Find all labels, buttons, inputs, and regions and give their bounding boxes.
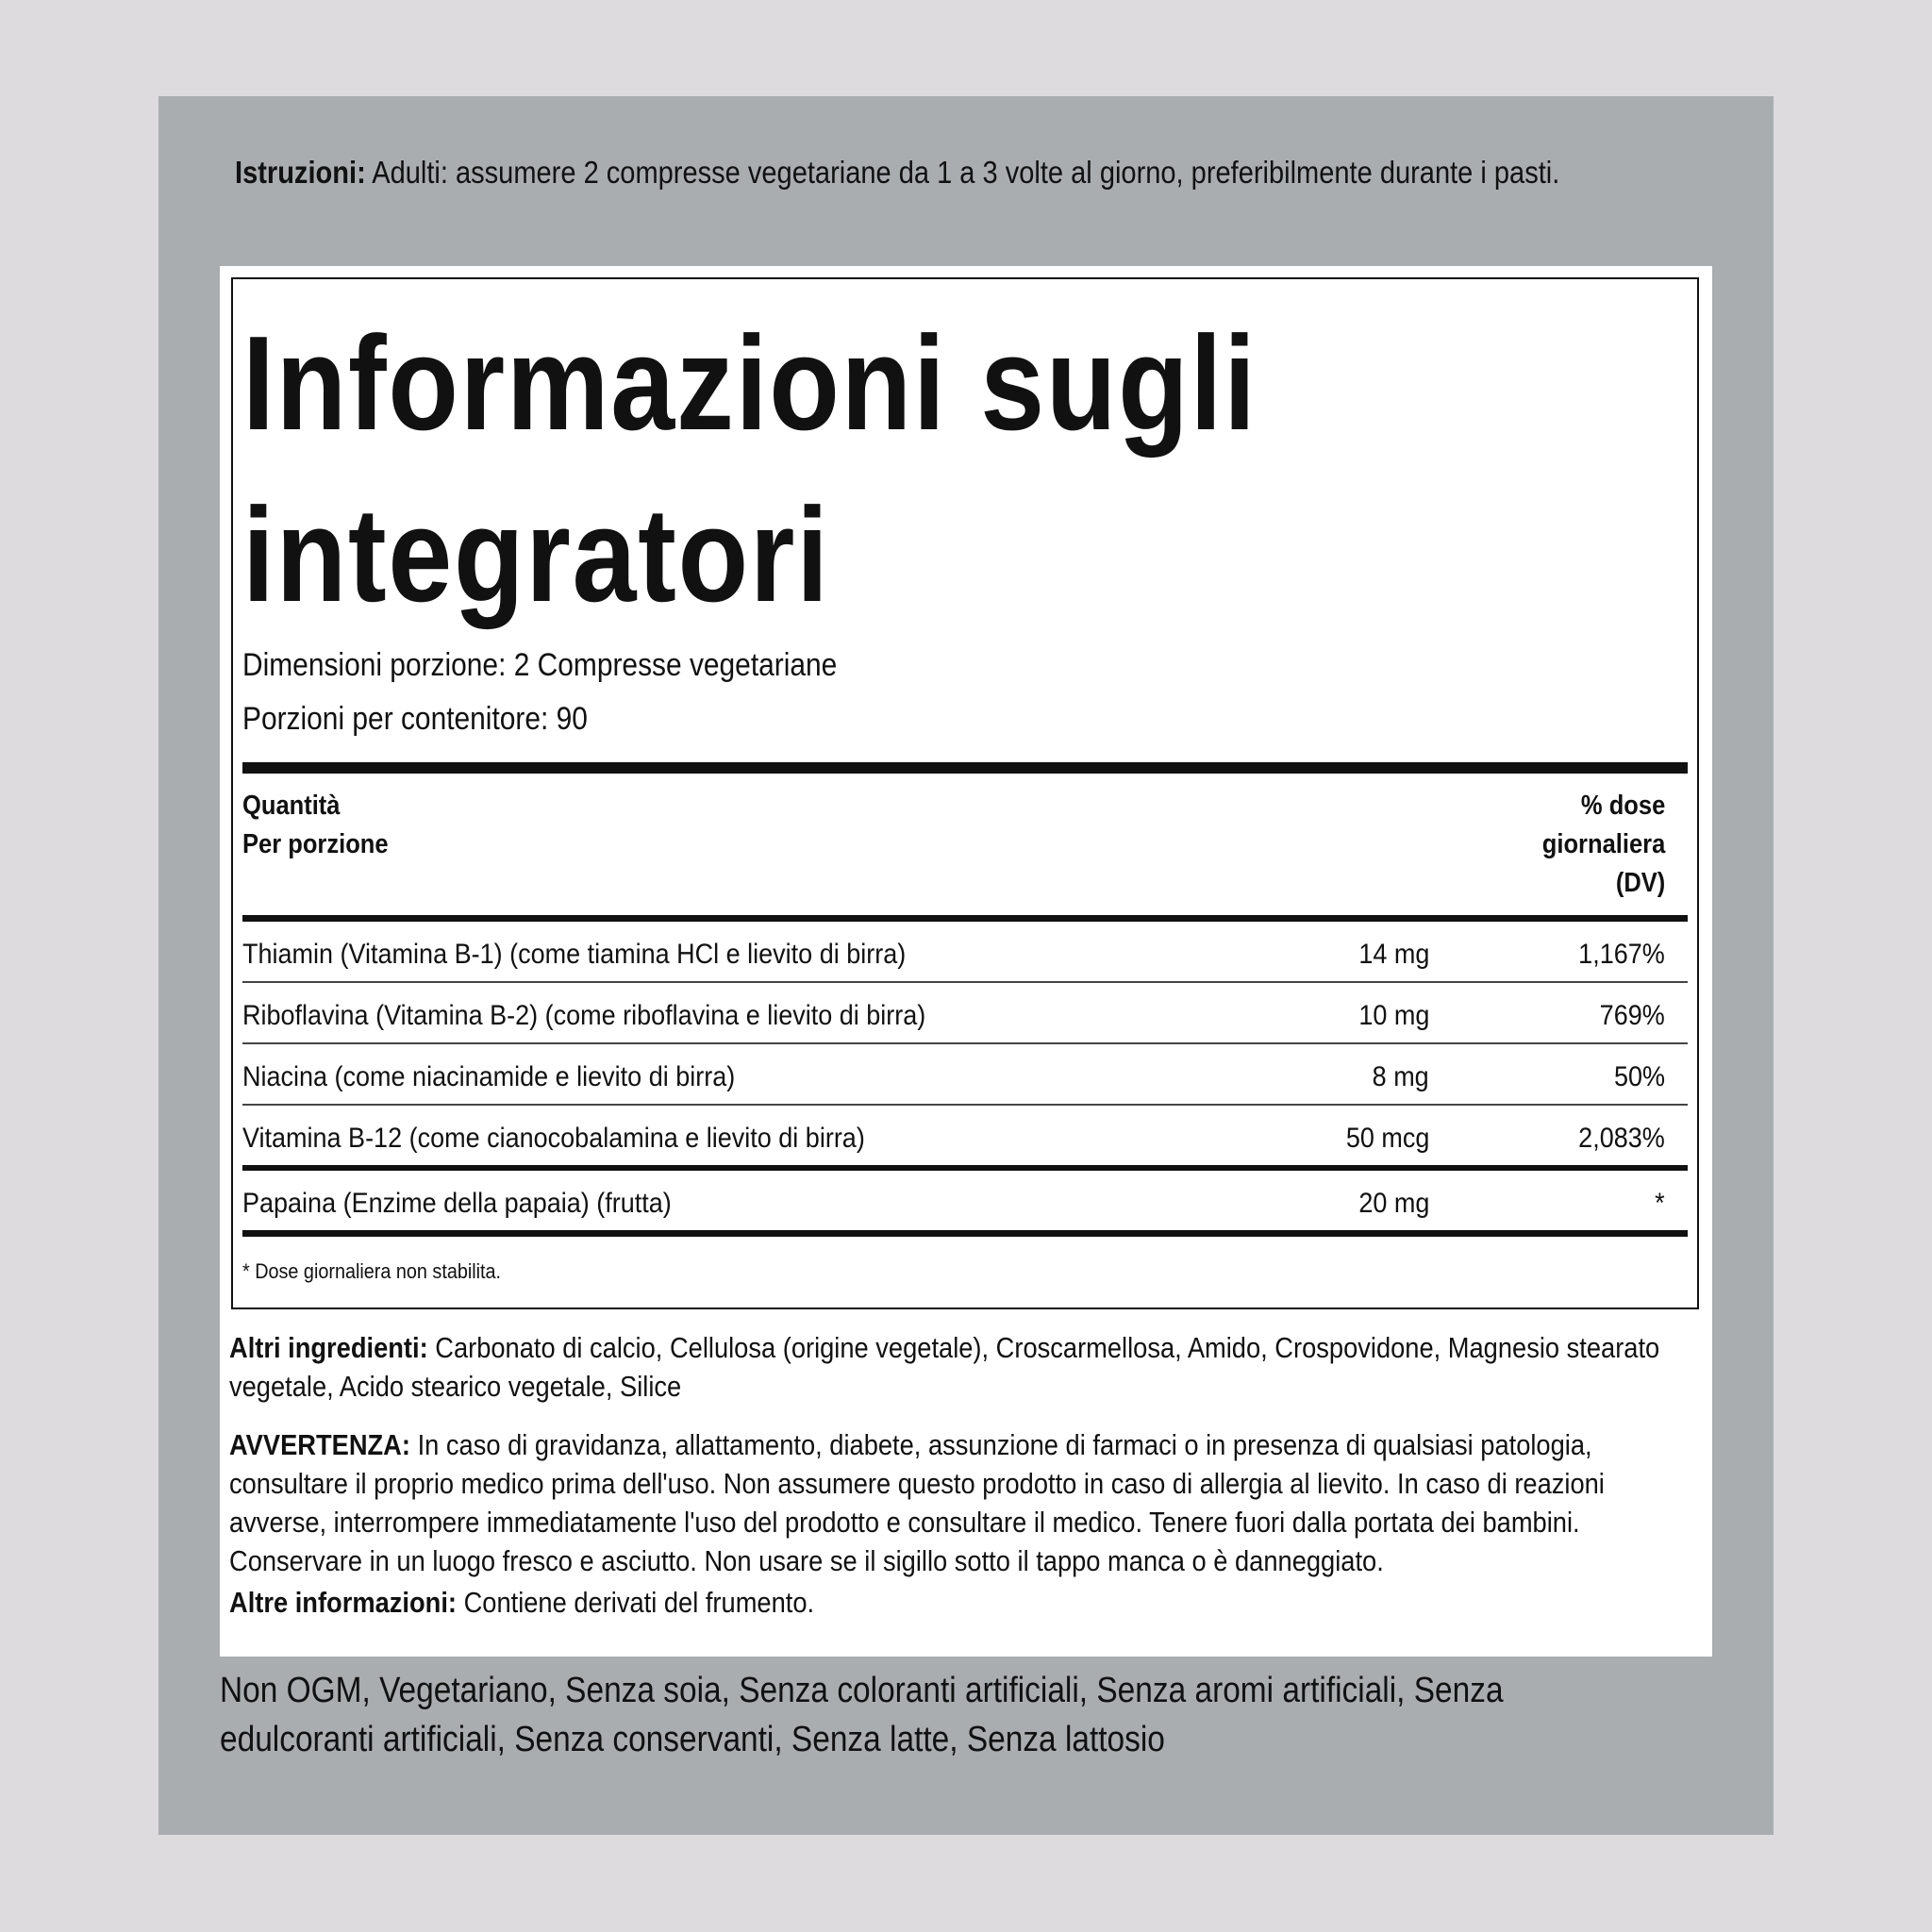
nutrient-amount: 10 mg (1357, 1000, 1429, 1031)
facts-title: Informazioni sugli integratori (242, 308, 1257, 630)
label-card (158, 96, 1774, 1835)
nutrient-name: Thiamin (Vitamina B-1) (come tiamina HCl e lievito di birra) (242, 939, 907, 970)
nutrient-name: Papaina (Enzime della papaia) (frutta) (242, 1188, 672, 1219)
serving-size: Dimensioni porzione: 2 Compresse vegetariane (242, 647, 838, 683)
warning (229, 1425, 1707, 1580)
nutrient-dv: * (1655, 1188, 1665, 1219)
directions-label: Istruzioni: (235, 155, 366, 190)
other-info-text: Contiene derivati del frumento. (463, 1586, 815, 1619)
row-divider (242, 981, 1688, 983)
warning-text: In caso di gravidanza, allattamento, diabete, assunzione di farmaci o in presenza di qualsiasi patologia, consultare il proprio medico prima dell'uso. Non assumere questo prodotto in caso di allergia al lievito. In caso di reazioni avverse, interrompere immediatamente l'uso del prodotto e consultare il medico. Tenere fuori dalla portata dei bambini. Conservare in un luogo fresco e asciutto. Non usare se il sigillo sotto il tappo manca o è danneggiato. (229, 1428, 1605, 1577)
nutrient-name: Vitamina B-12 (come cianocobalamina e lievito di birra) (242, 1123, 865, 1154)
row-divider (242, 1104, 1688, 1106)
servings-per-container: Porzioni per contenitore: 90 (242, 701, 588, 737)
thick-divider (242, 762, 1688, 774)
other-ingredients (229, 1328, 1707, 1406)
directions-text: Adulti: assumere 2 compresse vegetariane da 1 a 3 volte al giorno, preferibilmente durante i pasti. (372, 155, 1560, 190)
warning-label: AVVERTENZA: (229, 1428, 410, 1461)
nutrient-dv: 1,167% (1578, 939, 1665, 970)
other-ingredients-label: Altri ingredienti: (229, 1331, 428, 1364)
nutrient-dv: 50% (1613, 1061, 1665, 1092)
nutrient-amount: 8 mg (1372, 1061, 1429, 1092)
directions (235, 151, 1707, 194)
supplement-facts-box (231, 277, 1699, 1309)
nutrient-dv: 2,083% (1578, 1123, 1665, 1154)
other-ingredients-text: Carbonato di calcio, Cellulosa (origine vegetale), Croscarmellosa, Amido, Crospovidone, Magnesio stearato vegetale, Acido stearico vegetale, Silice (229, 1331, 1660, 1403)
row-divider (242, 1042, 1688, 1044)
bottom-divider (242, 1230, 1688, 1237)
nutrient-amount: 14 mg (1357, 939, 1429, 970)
amount-header: Quantità Per porzione (242, 791, 389, 859)
other-info-label: Altre informazioni: (229, 1586, 457, 1619)
header-divider (242, 915, 1688, 922)
nutrient-dv: 769% (1599, 1000, 1665, 1031)
product-claims: Non OGM, Vegetariano, Senza soia, Senza coloranti artificiali, Senza aromi artificiali, Senza edulcoranti artificiali, Senza conservanti, Senza latte, Senza lattosio (220, 1671, 1504, 1759)
dv-header: % dose giornaliera (DV) (1541, 791, 1665, 898)
nutrient-amount: 20 mg (1357, 1188, 1429, 1219)
section-divider (242, 1165, 1688, 1171)
nutrient-name: Niacina (come niacinamide e lievito di birra) (242, 1061, 736, 1092)
white-panel (220, 266, 1712, 1657)
other-info (229, 1583, 1707, 1622)
nutrient-name: Riboflavina (Vitamina B-2) (come riboflavina e lievito di birra) (242, 1000, 926, 1031)
footnote: * Dose giornaliera non stabilita. (242, 1259, 502, 1283)
nutrient-amount: 50 mcg (1345, 1123, 1429, 1154)
